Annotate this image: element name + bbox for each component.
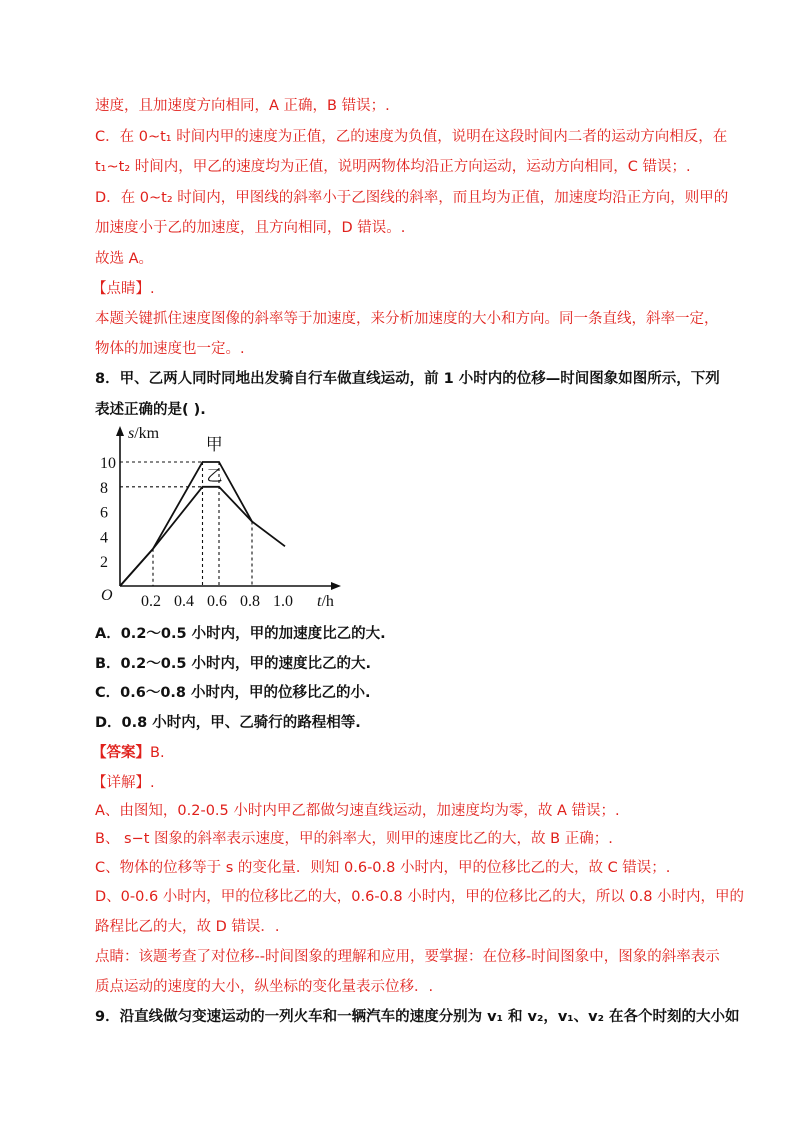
note-line: 点睛：该题考查了对位移--时间图象的理解和应用，要掌握：在位移-时间图象中，图象的斜率表示 [95,949,720,965]
detail-label: 【详解】. [92,775,155,791]
prev-answer-line: D．在 0~t₂ 时间内，甲图线的斜率小于乙图线的斜率，而且均为正值，加速度均沿正方向，则甲的 [95,190,729,206]
prev-answer-line: t₁~t₂ 时间内，甲乙的速度均为正值，说明两物体均沿正方向运动，运动方向相同，C 错误；. [95,159,691,175]
prev-answer-line: 故选 A。 [95,251,154,267]
dianjing-label: 【点睛】. [92,281,155,297]
detail-line: A、由图知，0.2-0.5 小时内甲乙都做匀速直线运动，加速度均为零，故 A 错误；. [95,803,620,819]
option-a: A．0.2～0.5 小时内，甲的加速度比乙的大. [95,626,386,642]
answer-row [92,743,165,763]
x-axis-arrow [331,582,341,590]
x-tick-label: 0.6 [207,593,227,610]
series-label-yi: 乙 [206,467,223,485]
option-c: C．0.6～0.8 小时内，甲的位移比乙的小. [95,685,371,701]
detail-line: C、物体的位移等于 s 的变化量．则知 0.6-0.8 小时内，甲的位移比乙的大，故 C 错误；. [95,860,671,876]
detail-line: B、 s−t 图象的斜率表示速度，甲的斜率大，则甲的速度比乙的大，故 B 正确；. [95,831,613,847]
x-tick-label: 0.2 [141,593,161,610]
question-8-stem: 表述正确的是( ). [95,402,206,418]
y-tick-label: 6 [100,504,108,522]
option-b: B．0.2～0.5 小时内，甲的速度比乙的大. [95,656,371,672]
question-9-stem: 9．沿直线做匀变速运动的一列火车和一辆汽车的速度分别为 v₁ 和 v₂，v₁、v₂ 在各个时刻的大小如 [95,1009,740,1025]
dianjing-line: 物体的加速度也一定。. [95,341,245,357]
y-tick-label: 8 [100,479,108,497]
x-axis-label: t/h [317,593,334,610]
x-tick-label: 1.0 [273,593,293,610]
position-time-chart [95,424,355,614]
option-d: D．0.8 小时内，甲、乙骑行的路程相等. [95,715,361,731]
series-label-jia: 甲 [205,435,223,454]
series-line-yi [120,487,252,586]
y-tick-label: 2 [100,554,108,572]
x-tick-label: 0.4 [174,593,194,610]
y-tick-label: 4 [100,529,108,547]
prev-answer-line: 加速度小于乙的加速度，且方向相同，D 错误。. [95,220,406,236]
y-tick-label: 10 [100,455,116,472]
origin-label: O [101,587,113,604]
note-line: 质点运动的速度的大小，纵坐标的变化量表示位移．. [95,979,434,995]
dianjing-line: 本题关键抓住速度图像的斜率等于加速度，来分析加速度的大小和方向。同一条直线，斜率一定， [95,311,719,327]
answer-label: 【答案】 [92,745,150,761]
prev-answer-line: 速度，且加速度方向相同，A 正确，B 错误；. [95,98,390,114]
x-tick-label: 0.8 [240,593,260,610]
y-axis-label: s/km [128,425,160,442]
detail-line: D、0-0.6 小时内，甲的位移比乙的大，0.6-0.8 小时内，甲的位移比乙的大，所以 0.8 小时内，甲的 [95,889,745,905]
prev-answer-line: C．在 0~t₁ 时间内甲的速度为正值，乙的速度为负值，说明在这段时间内二者的运动方向相反，在 [95,129,728,145]
detail-line: 路程比乙的大，故 D 错误．. [95,919,280,935]
question-8-stem: 8．甲、乙两人同时同地出发骑自行车做直线运动，前 1 小时内的位移—时间图象如图所示，下列 [95,371,720,387]
y-axis-arrow [116,426,124,436]
answer-value: B. [150,745,165,761]
